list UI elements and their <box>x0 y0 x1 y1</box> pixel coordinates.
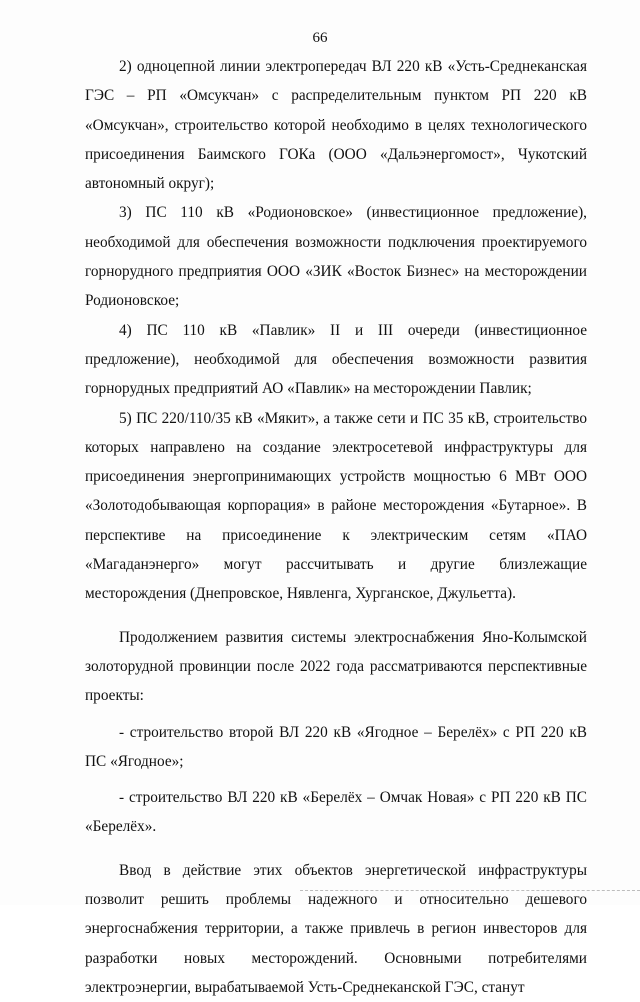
paragraph-item-4-pavlik-substation: 4) ПС 110 кВ «Павлик» II и III очереди (инвестиционное предложение), необходимой для обеспечения возможности развития горнорудных предприятий АО «Павлик» на месторождении Павлик; <box>85 321 587 398</box>
document-body <box>85 52 587 1002</box>
paragraph-prospective-projects-intro: Продолжением развития системы электроснабжения Яно-Колымской золоторудной провинции после 2022 года рассматриваются перспективные проекты: <box>85 628 587 705</box>
paragraph-item-5-myakit-substation: 5) ПС 220/110/35 кВ «Мякит», а также сети и ПС 35 кВ, строительство которых направлено на создание электросетевой инфраструктуры для присоединения энергопринимающих устройств мощностью 6 МВт ООО «Золотодобывающая корпорация» в районе месторождения «Бутарное». В перспективе на присоединение к электрическим сетям «ПАО «Магаданэнерго» могут рассчитывать и другие близлежащие месторождения (Днепровское, Нявленга, Хурганское, Джульетта). <box>85 409 587 603</box>
paragraph-item-2-power-line: 2) одноцепной линии электропередач ВЛ 220 кВ «Усть-Среднеканская ГЭС – РП «Омсукчан» с распределительным пунктом РП 220 кВ «Омсукчан», строительство которой необходимо в целях технологического присоединения Баимского ГОКа (ООО «Дальэнергомост», Чукотский автономный округ); <box>85 58 587 193</box>
paragraph-infrastructure-benefits: Ввод в действие этих объектов энергетической инфраструктуры позволит решить проблемы надежного и относительно дешевого энергоснабжения территории, а также привлечь в регион инвесторов для разработки новых месторождений. Основными потребителями электроэнергии, вырабатываемой Усть-Среднеканской ГЭС, станут <box>85 861 587 996</box>
list-item-yagodnoe-berelekh-line: - строительство второй ВЛ 220 кВ «Ягодное – Берелёх» с РП 220 кВ ПС «Ягодное»; <box>85 723 587 770</box>
paragraph-item-3-rodionovskoe-substation: 3) ПС 110 кВ «Родионовское» (инвестиционное предложение), необходимой для обеспечения возможности подключения проектируемого горнорудного предприятия ООО «ЗИК «Восток Бизнес» на месторождении Родионовское; <box>85 204 587 310</box>
list-item-berelekh-omchak-line: - строительство ВЛ 220 кВ «Берелёх – Омчак Новая» с РП 220 кВ ПС «Берелёх». <box>85 789 587 836</box>
scan-edge-divider <box>300 890 640 892</box>
page-number: 66 <box>312 30 328 46</box>
